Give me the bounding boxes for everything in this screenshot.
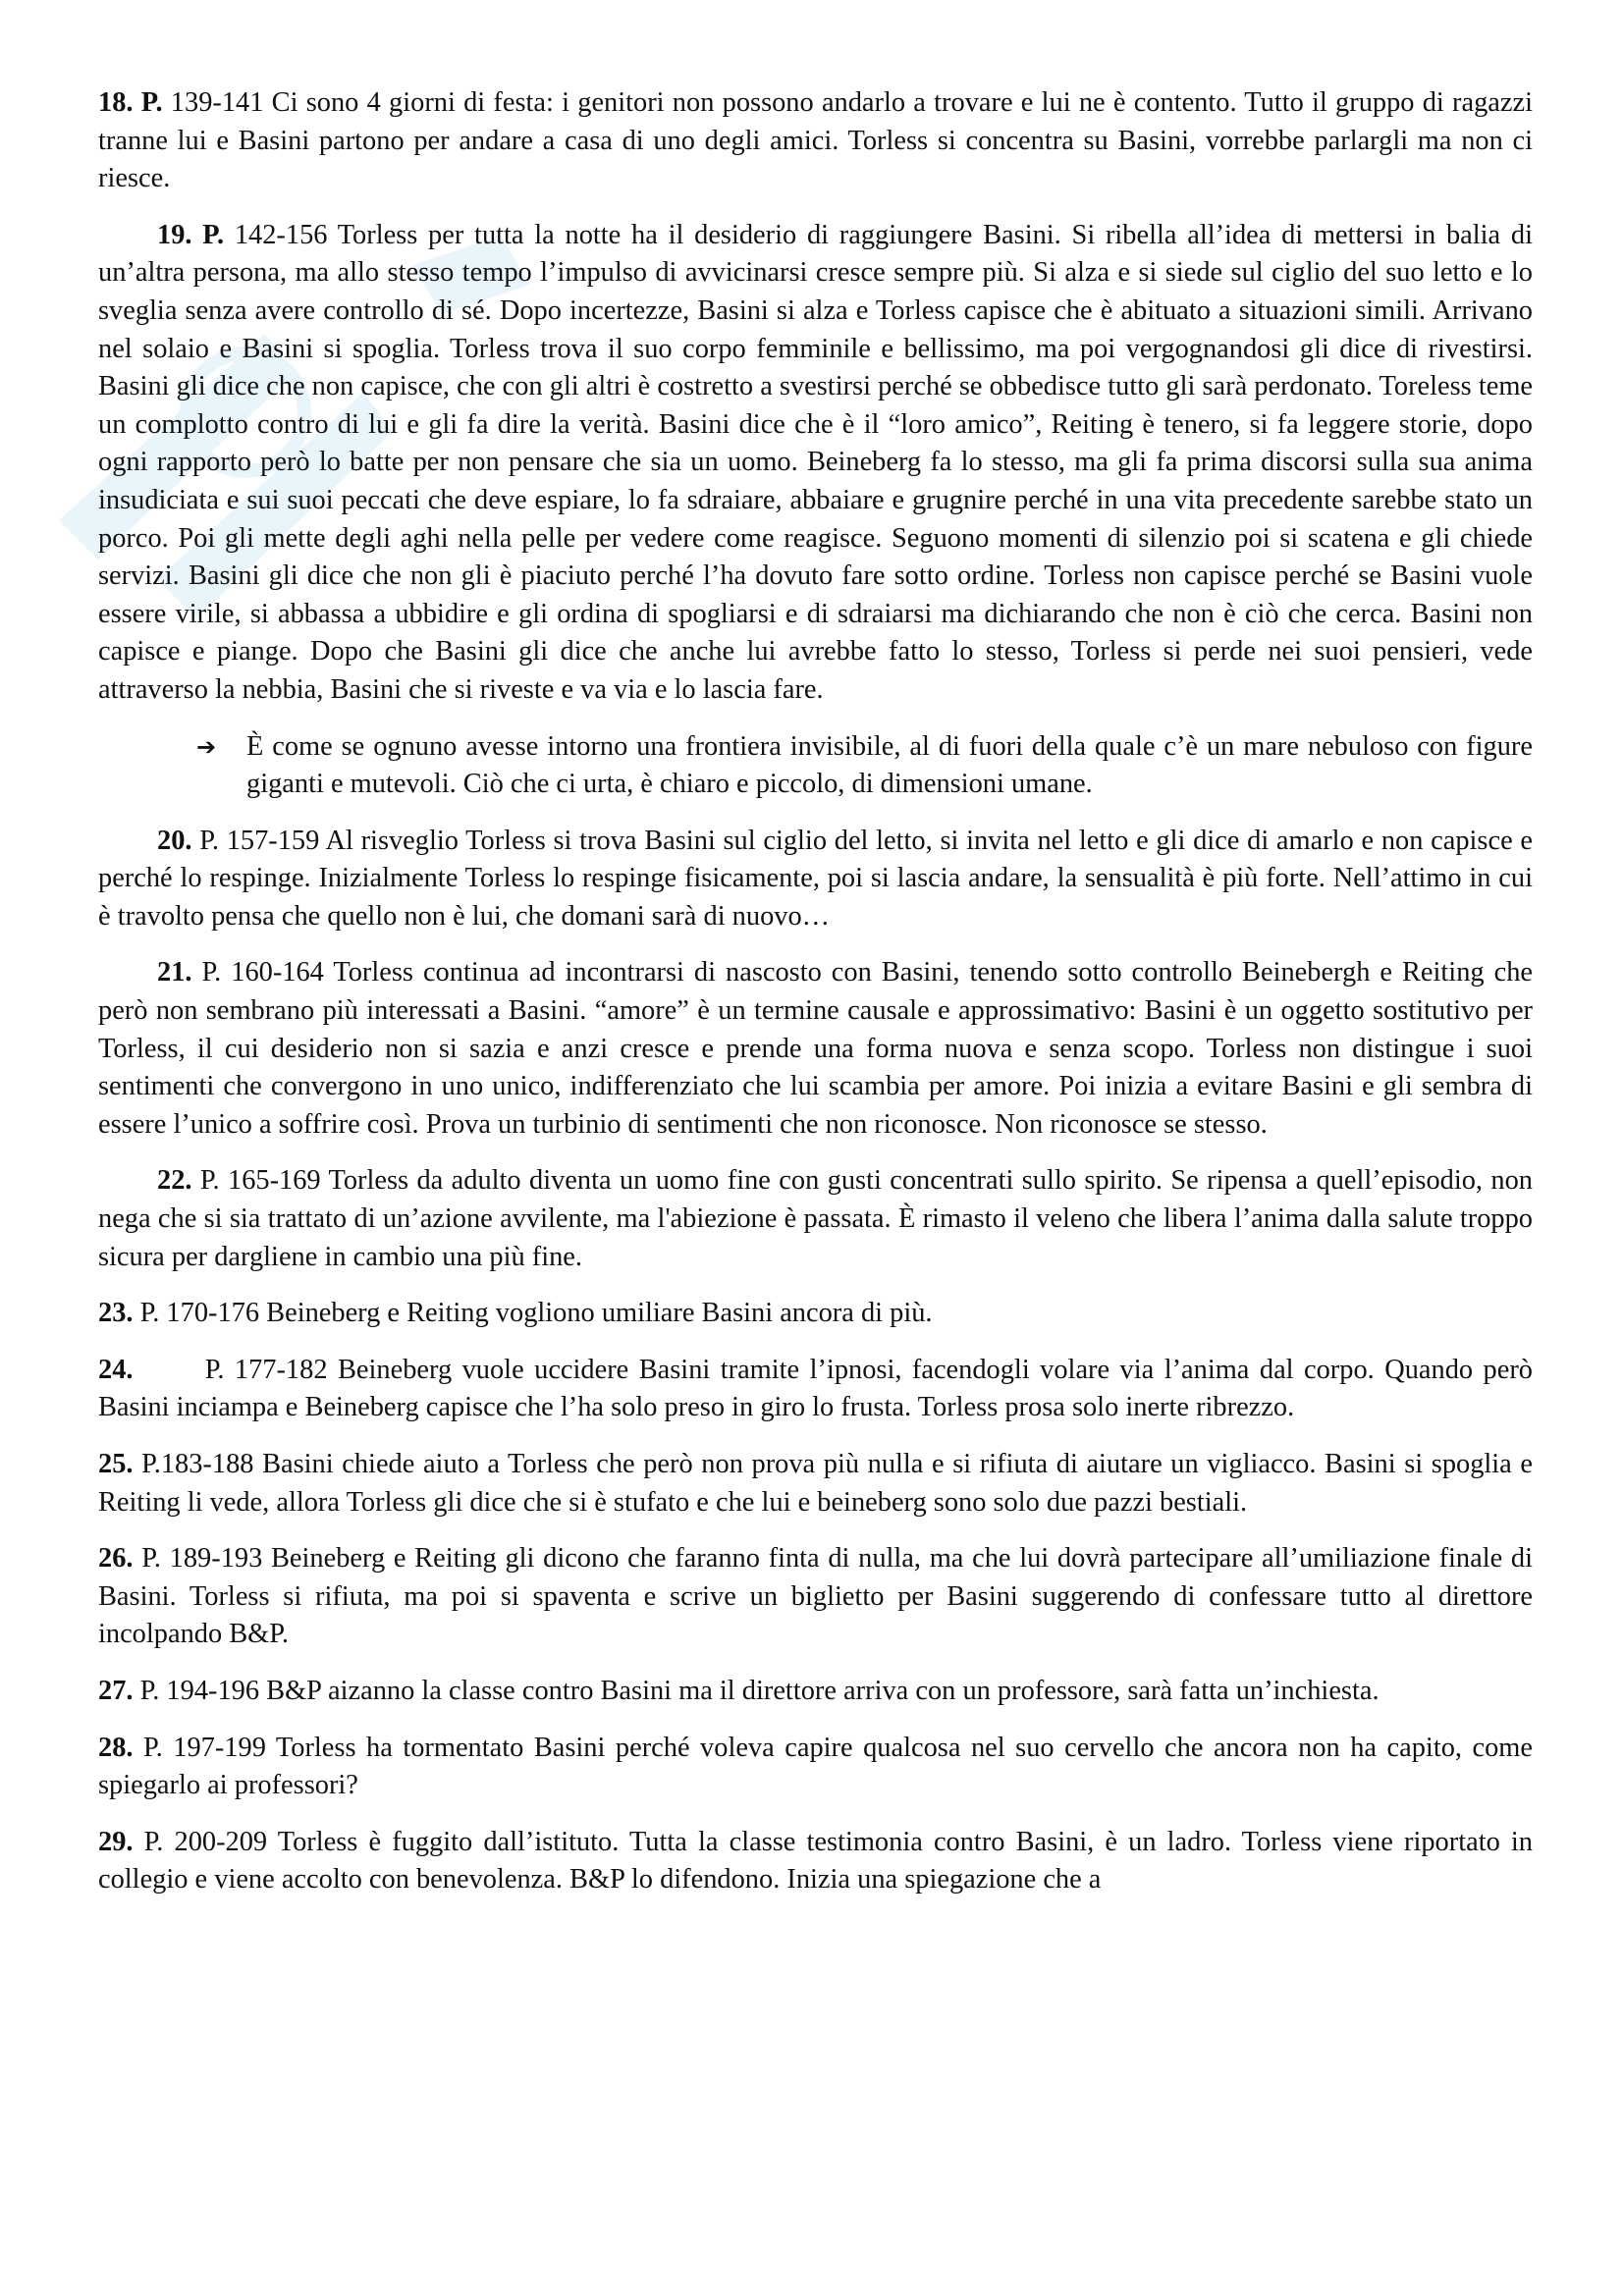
paragraph-number: 19. P.	[157, 219, 225, 250]
paragraph-24	[98, 1352, 1541, 1427]
paragraph-number: 21.	[157, 957, 192, 988]
paragraph-text: P. 200-209 Torless è fuggito dall’istituto. Tutta la classe testimonia contro Basini, è un ladro. Torless viene riportato in collegio e viene accolto con benevolenza. B&P lo difendono. Inizia una spiegazione che a	[98, 1826, 1533, 1896]
arrow-note	[98, 728, 1533, 804]
paragraph-28	[98, 1730, 1533, 1805]
paragraph-29	[98, 1824, 1533, 1899]
paragraph-text: P. 165-169 Torless da adulto diventa un uomo fine con gusti concentrati sullo spirito. Se ripensa a quell’episodio, non nega che si sia trattato di un’azione avvilente, ma l'abiezione è passata. È rimasto il veleno che libera l’anima dalla salute troppo sicura per dargliene in cambio una più fine.	[98, 1165, 1533, 1272]
paragraph-number: 24.	[98, 1354, 134, 1385]
paragraph-text: P. 170-176 Beineberg e Reiting vogliono umiliare Basini ancora di più.	[133, 1298, 933, 1329]
arrow-right-icon: ➔	[196, 732, 217, 761]
document-page	[98, 84, 1541, 1918]
paragraph-20	[98, 823, 1533, 936]
paragraph-26	[98, 1540, 1533, 1654]
paragraph-19	[98, 217, 1533, 710]
paragraph-18	[98, 84, 1533, 198]
paragraph-number: 26.	[98, 1543, 134, 1575]
paragraph-23	[98, 1295, 1533, 1333]
paragraph-number: 28.	[98, 1732, 134, 1763]
paragraph-number: 27.	[98, 1675, 134, 1706]
paragraph-number: 20.	[157, 825, 192, 856]
paragraph-22	[98, 1162, 1533, 1276]
paragraph-number: 29.	[98, 1826, 134, 1857]
paragraph-number: 22.	[157, 1165, 192, 1197]
paragraph-number: 25.	[98, 1449, 134, 1479]
paragraph-text: P. 157-159 Al risveglio Torless si trova Basini sul ciglio del letto, si invita nel letto e gli dice di amarlo e non capisce e perché lo respinge. Inizialmente Torless lo respinge fisicamente, poi si lascia andare, la sensualità è più forte. Nell’attimo in cui è travolto pensa che quello non è lui, che domani sarà di nuovo…	[98, 825, 1533, 932]
paragraph-number: 18. P.	[98, 87, 163, 118]
paragraph-25	[98, 1446, 1533, 1522]
arrow-note-text: È come se ognuno avesse intorno una frontiera invisibile, al di fuori della quale c’è un mare nebuloso con figure giganti e mutevoli. Ciò che ci urta, è chiaro e piccolo, di dimensioni umane.	[246, 730, 1533, 800]
paragraph-text: P. 197-199 Torless ha tormentato Basini perché voleva capire qualcosa nel suo cervello che ancora non ha capito, come spiegarlo ai professori?	[98, 1732, 1533, 1801]
paragraph-text: 142-156 Torless per tutta la notte ha il desiderio di raggiungere Basini. Si ribella all’idea di mettersi in balia di un’altra persona, ma allo stesso tempo l’impulso di avvicinarsi cresce sempre più. Si alza e si siede sul ciglio del suo letto e lo sveglia senza avere controllo di sé. Dopo incertezze, Basini si alza e Torless capisce che è abituato a situazioni simili. Arrivano nel solaio e Basini si spoglia. Torless trova il suo corpo femminile e bellissimo, ma poi vergognandosi gli dice di rivestirsi. Basini gli dice che non capisce, che con gli altri è costretto a svestirsi perché se obbedisce tutto gli sarà perdonato. Toreless teme un complotto contro di lui e gli fa dire la verità. Basini dice che è il “loro amico”, Reiting è tenero, si fa leggere storie, dopo ogni rapporto però lo batte per non pensare che sia un uomo. Beineberg fa lo stesso, ma gli fa prima discorsi sulla sua anima insudiciata e sui suoi peccati che deve espiare, lo fa sdraiare, abbaiare e grugnire perché in una vita precedente sarebbe stato un porco. Poi gli mette degli aghi nella pelle per vedere come reagisce. Seguono momenti di silenzio poi si scatena e gli chiede servizi. Basini gli dice che non gli è piaciuto perché l’ha dovuto fare sotto ordine. Torless non capisce perché se Basini vuole essere virile, si abbassa a ubbidire e gli ordina di spogliarsi e di sdraiarsi ma dichiarando che non è ciò che cerca. Basini non capisce e piange. Dopo che Basini gli dice che anche lui avrebbe fatto lo stesso, Torless si perde nei suoi pensieri, vede attraverso la nebbia, Basini che si riveste e va via e lo lascia fare.	[98, 219, 1533, 705]
paragraph-27	[98, 1673, 1533, 1711]
paragraph-text: P. 194-196 B&P aizanno la classe contro Basini ma il direttore arriva con un professore, sarà fatta un’inchiesta.	[133, 1675, 1380, 1706]
paragraph-text: P.183-188 Basini chiede aiuto a Torless che però non prova più nulla e si rifiuta di aiutare un vigliacco. Basini si spoglia e Reiting li vede, allora Torless gli dice che si è stufato e che lui e beineberg sono solo due pazzi bestiali.	[98, 1449, 1533, 1518]
paragraph-text: P. 177-182 Beineberg vuole uccidere Basini tramite l’ipnosi, facendogli volare via l’anima dal corpo. Quando però Basini inciampa e Beineberg capisce che l’ha solo preso in giro lo frusta. Torless prosa solo inerte ribrezzo.	[98, 1354, 1541, 1423]
paragraph-text: P. 160-164 Torless continua ad incontrarsi di nascosto con Basini, tenendo sotto controllo Beinebergh e Reiting che però non sembrano più interessati a Basini. “amore” è un termine causale e approssimativo: Basini è un oggetto sostitutivo per Torless, il cui desiderio non si sazia e anzi cresce e prende una forma nuova e senza scopo. Torless non distingue i suoi sentimenti che convergono in uno unico, indifferenziato che lui scambia per amore. Poi inizia a evitare Basini e gli sembra di essere l’unico a soffrire così. Prova un turbinio di sentimenti che non riconosce. Non riconosce se stesso.	[98, 957, 1533, 1140]
paragraph-21	[98, 954, 1533, 1144]
paragraph-text: P. 189-193 Beineberg e Reiting gli dicono che faranno finta di nulla, ma che lui dovrà partecipare all’umiliazione finale di Basini. Torless si rifiuta, ma poi si spaventa e scrive un biglietto per Basini suggerendo di confessare tutto al direttore incolpando B&P.	[98, 1543, 1533, 1650]
paragraph-number: 23.	[98, 1298, 134, 1329]
paragraph-text: 139-141 Ci sono 4 giorni di festa: i genitori non possono andarlo a trovare e lui ne è contento. Tutto il gruppo di ragazzi tranne lui e Basini partono per andare a casa di uno degli amici. Torless si concentra su Basini, vorrebbe parlargli ma non ci riesce.	[98, 87, 1533, 194]
